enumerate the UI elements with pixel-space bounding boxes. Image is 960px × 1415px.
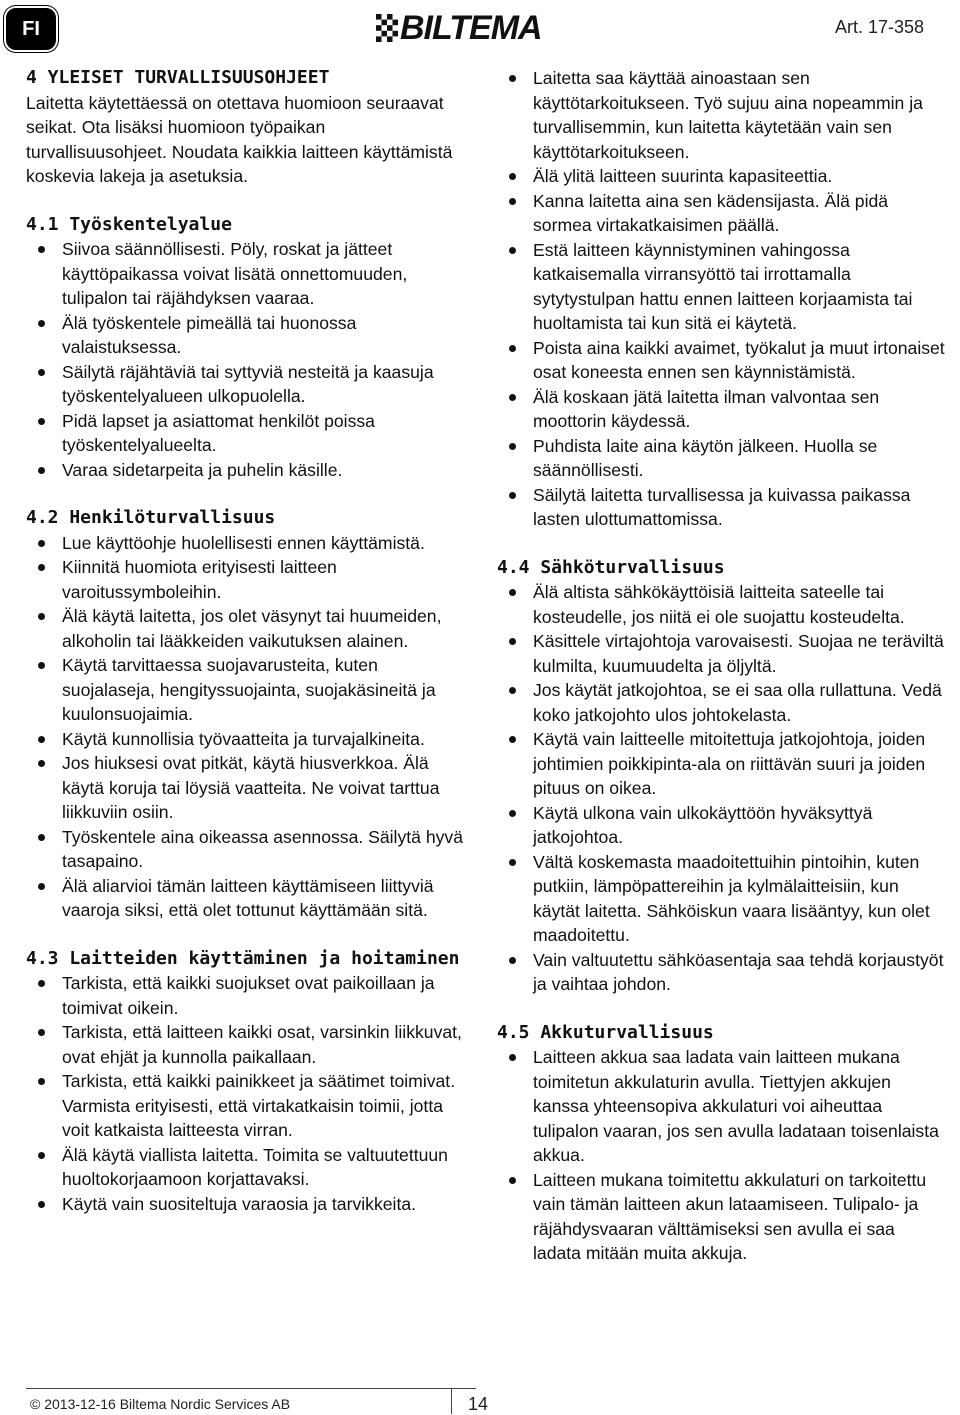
list-item: Laitteen akkua saa ladata vain laitteen mukana toimitetun akkulaturin avulla. Tiettyjen akkujen kanssa yhteensopiva akkulaturi voi aiheuttaa tulipalon vaaran, jos sen avulla ladataan toisenlaista akkua. xyxy=(497,1045,945,1168)
list-item: Älä ylitä laitteen suurinta kapasiteettia. xyxy=(497,164,945,189)
section-4-5-list xyxy=(497,1045,945,1266)
list-item: Käytä vain suositeltuja varaosia ja tarvikkeita. xyxy=(26,1192,466,1217)
list-item: Tarkista, että kaikki suojukset ovat paikoillaan ja toimivat oikein. xyxy=(26,971,466,1020)
right-column xyxy=(497,66,945,1266)
section-4-1-title: 4.1 Työskentelyalue xyxy=(26,213,232,235)
list-item: Estä laitteen käynnistyminen vahingossa katkaisemalla virransyöttö tai irrottamalla sytytystulpan hattu ennen laitteen korjaamista tai huoltamista tai kun sitä ei käytetä. xyxy=(497,238,945,336)
list-item: Laitteen mukana toimitettu akkulaturi on tarkoitettu vain tämän laitteen akun lataamiseen. Tulipalo- ja räjähdysvaaran välttämiseksi sen avulla ei saa ladata mitään muita akkuja. xyxy=(497,1168,945,1266)
section-4-2-title: 4.2 Henkilöturvallisuus xyxy=(26,507,276,528)
list-item: Älä käytä viallista laitetta. Toimita se valtuutettuun huoltokorjaamoon korjattavaksi. xyxy=(26,1143,466,1192)
list-item: Varaa sidetarpeita ja puhelin käsille. xyxy=(26,458,466,483)
section-4-5-title: 4.5 Akkuturvallisuus xyxy=(497,1021,714,1043)
list-item: Kiinnitä huomiota erityisesti laitteen varoitussymboleihin. xyxy=(26,555,466,604)
section-4-4-list xyxy=(497,580,945,997)
brand-name: BILTEMA xyxy=(400,9,542,47)
list-item: Vältä koskemasta maadoitettuihin pintoihin, kuten putkiin, lämpöpattereihin ja kylmälaitteisiin, kun käytät laitetta. Sähköiskun vaara lisääntyy, kun olet maadoitettu. xyxy=(497,850,945,948)
list-item: Puhdista laite aina käytön jälkeen. Huolla se säännöllisesti. xyxy=(497,434,945,483)
section-4-4-title: 4.4 Sähköturvallisuus xyxy=(497,556,725,578)
section-4-3-title: 4.3 Laitteiden käyttäminen ja hoitaminen xyxy=(26,947,460,969)
list-item: Laitetta saa käyttää ainoastaan sen käyttötarkoitukseen. Työ sujuu aina nopeammin ja turvallisemmin, kun laitetta käytetään vain sen käyttötarkoitukseen. xyxy=(497,66,945,164)
list-item: Käytä tarvittaessa suojavarusteita, kuten suojalaseja, hengityssuojainta, suojakäsineitä ja kuulonsuojaimia. xyxy=(26,653,466,727)
list-item: Älä työskentele pimeällä tai huonossa valaistuksessa. xyxy=(26,311,466,360)
list-item: Älä altista sähkökäyttöisiä laitteita sateelle tai kosteudelle, jos niitä ei ole suojattu kosteudelta. xyxy=(497,580,945,629)
list-item: Käytä ulkona vain ulkokäyttöön hyväksyttyä jatkojohtoa. xyxy=(497,801,945,850)
article-number: Art. 17-358 xyxy=(834,17,924,37)
list-item: Käsittele virtajohtoja varovaisesti. Suojaa ne teräviltä kulmilta, kuumuudelta ja öljyltä. xyxy=(497,629,945,678)
section-4-title: 4 YLEISET TURVALLISUUSOHJEET xyxy=(26,67,330,88)
list-item: Jos käytät jatkojohtoa, se ei saa olla rullattuna. Vedä koko jatkojohto ulos johtokelasta. xyxy=(497,678,945,727)
list-item: Säilytä räjähtäviä tai syttyviä nesteitä ja kaasuja työskentelyalueen ulkopuolella. xyxy=(26,360,466,409)
list-item: Vain valtuutettu sähköasentaja saa tehdä korjaustyöt ja vaihtaa johdon. xyxy=(497,948,945,997)
left-column xyxy=(26,66,466,1216)
footer-divider-vertical xyxy=(451,1388,452,1414)
language-badge: FI xyxy=(4,6,58,52)
page-number: 14 xyxy=(468,1394,489,1414)
list-item: Työskentele aina oikeassa asennossa. Säilytä hyvä tasapaino. xyxy=(26,825,466,874)
list-item: Tarkista, että laitteen kaikki osat, varsinkin liikkuvat, ovat ehjät ja kunnolla paikallaan. xyxy=(26,1020,466,1069)
copyright-text: © 2013-12-16 Biltema Nordic Services AB xyxy=(30,1396,291,1412)
footer-divider xyxy=(26,1388,476,1389)
checkered-flag-icon xyxy=(376,14,398,42)
brand-logo xyxy=(376,9,542,47)
section-4-1-list xyxy=(26,237,466,482)
list-item: Älä koskaan jätä laitetta ilman valvontaa sen moottorin käydessä. xyxy=(497,385,945,434)
list-item: Tarkista, että kaikki painikkeet ja säätimet toimivat. Varmista erityisesti, että virtakatkaisin toimii, jotta voit katkaista laitteesta virran. xyxy=(26,1069,466,1143)
list-item: Siivoa säännöllisesti. Pöly, roskat ja jätteet käyttöpaikassa voivat lisätä onnettomuuden, tulipalon tai räjähdyksen vaaraa. xyxy=(26,237,466,311)
list-item: Käytä kunnollisia työvaatteita ja turvajalkineita. xyxy=(26,727,466,752)
list-item: Säilytä laitetta turvallisessa ja kuivassa paikassa lasten ulottumattomissa. xyxy=(497,483,945,532)
page-header xyxy=(0,0,960,56)
list-item: Älä aliarvioi tämän laitteen käyttämiseen liittyviä vaaroja siksi, että olet tottunut käyttämään sitä. xyxy=(26,874,466,923)
list-item: Kanna laitetta aina sen kädensijasta. Älä pidä sormea virtakatkaisimen päällä. xyxy=(497,189,945,238)
page-footer xyxy=(0,1388,960,1414)
list-item: Pidä lapset ja asiattomat henkilöt poissa työskentelyalueelta. xyxy=(26,409,466,458)
section-4-2-list xyxy=(26,531,466,923)
list-item: Käytä vain laitteelle mitoitettuja jatkojohtoja, joiden johtimien poikkipinta-ala on riittävän suuri ja joiden pituus on oikea. xyxy=(497,727,945,801)
section-4-intro: Laitetta käytettäessä on otettava huomioon seuraavat seikat. Ota lisäksi huomioon työpaikan turvallisuusohjeet. Noudata kaikkia laitteen käyttämistä koskevia lakeja ja asetuksia. xyxy=(26,92,453,186)
list-item: Älä käytä laitetta, jos olet väsynyt tai huumeiden, alkoholin tai lääkkeiden vaikutuksen alainen. xyxy=(26,604,466,653)
list-item: Jos hiuksesi ovat pitkät, käytä hiusverkkoa. Älä käytä koruja tai löysiä vaatteita. Ne voivat tarttua liikkuviin osiin. xyxy=(26,751,466,825)
section-4-3-continued-list xyxy=(497,66,945,532)
list-item: Poista aina kaikki avaimet, työkalut ja muut irtonaiset osat koneesta ennen sen käynnistämistä. xyxy=(497,336,945,385)
list-item: Lue käyttöohje huolellisesti ennen käyttämistä. xyxy=(26,531,466,556)
section-4-3-list xyxy=(26,971,466,1216)
